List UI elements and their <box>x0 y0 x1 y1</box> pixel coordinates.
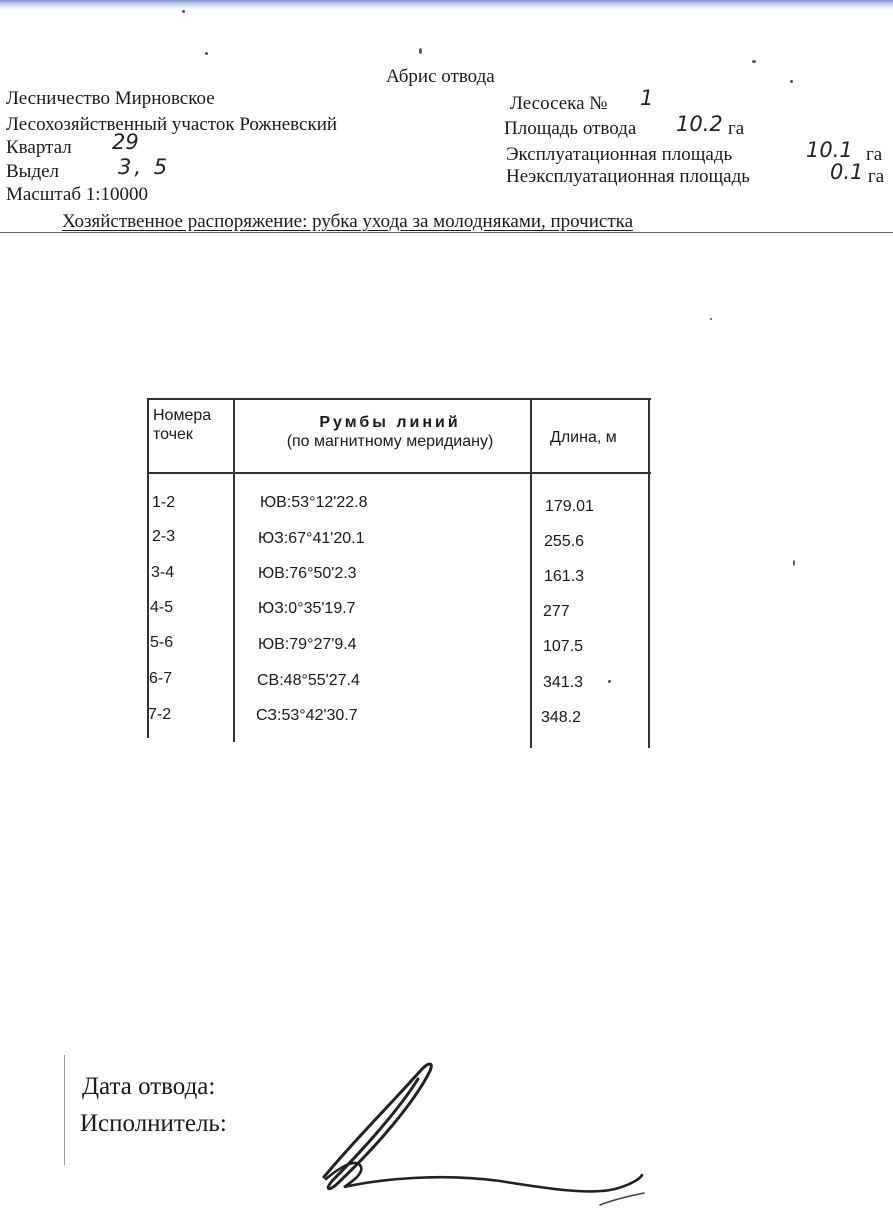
operational-area-unit: га <box>866 144 883 165</box>
nonoperational-area-label: Неэксплуатационная площадь <box>506 166 750 187</box>
row-3-bearing: ЮВ:76°50'2.3 <box>258 565 357 582</box>
table-header-border <box>148 472 651 474</box>
allotment-area-value: 10.2 <box>676 112 723 136</box>
scan-top-edge <box>0 0 893 10</box>
quarter-value: 29 <box>112 130 139 154</box>
operational-area-value: 10.1 <box>806 138 853 162</box>
scan-speck <box>205 52 208 55</box>
row-7-points: 7-2 <box>148 706 172 723</box>
scan-speck <box>182 10 185 13</box>
management-order: Хозяйственное распоряжение: рубка ухода за молодняками, прочистка <box>62 211 634 232</box>
row-3-points: 3-4 <box>151 564 175 581</box>
header-bearing-line2: (по магнитному меридиану) <box>286 433 494 450</box>
scan-speck <box>419 48 422 54</box>
header-points-line2: точек <box>153 426 193 443</box>
header-bearing-line1: Румбы линий <box>319 414 461 431</box>
row-2-points: 2-3 <box>152 528 176 545</box>
header-points <box>153 406 211 444</box>
row-5-length: 107.5 <box>543 638 584 655</box>
row-3-length: 161.3 <box>544 568 585 585</box>
cutting-area-value: 1 <box>640 86 654 110</box>
scan-speck <box>793 560 795 566</box>
table-right-border <box>648 398 650 748</box>
row-7-length: 348.2 <box>541 709 582 726</box>
row-2-length: 255.6 <box>544 533 585 550</box>
scan-speck <box>608 680 611 683</box>
row-4-length: 277 <box>543 603 570 620</box>
forest-section: Лесохозяйственный участок Рожневский <box>6 114 338 135</box>
quarter-label: Квартал <box>6 137 72 158</box>
nonoperational-area-value: 0.1 <box>830 160 864 184</box>
operational-area-label: Эксплуатационная площадь <box>506 144 733 165</box>
row-4-bearing: ЮЗ:0°35'19.7 <box>258 600 356 617</box>
row-6-length: 341.3 <box>543 674 584 691</box>
row-2-bearing: ЮЗ:67°41'20.1 <box>258 530 365 547</box>
cutting-area-label: Лесосека № <box>510 93 608 114</box>
row-6-bearing: СВ:48°55'27.4 <box>257 672 360 689</box>
executor-signature <box>310 1055 650 1220</box>
forestry-name: Лесничество Мирновское <box>6 88 215 109</box>
table-col-divider-1 <box>233 398 235 742</box>
scan-speck <box>790 80 793 83</box>
row-1-points: 1-2 <box>152 494 176 511</box>
row-1-bearing: ЮВ:53°12'22.8 <box>260 494 368 511</box>
header-bearing <box>250 413 530 451</box>
table-col-divider-2 <box>530 398 532 748</box>
document-title: Абрис отвода <box>386 66 495 87</box>
header-length: Длина, м <box>550 429 617 446</box>
row-5-points: 5-6 <box>150 634 174 651</box>
row-7-bearing: СЗ:53°42'30.7 <box>256 707 358 724</box>
nonoperational-area-unit: га <box>868 166 885 187</box>
row-6-points: 6-7 <box>149 670 173 687</box>
footer-margin-line <box>64 1055 65 1165</box>
scale: Масштаб 1:10000 <box>6 184 149 205</box>
row-1-length: 179.01 <box>545 498 594 515</box>
table-top-border <box>148 398 651 400</box>
scan-speck <box>710 318 712 320</box>
allotment-area-unit: га <box>728 118 745 139</box>
allotment-date-label: Дата отвода: <box>82 1073 216 1100</box>
plot-label: Выдел <box>6 161 60 182</box>
row-4-points: 4-5 <box>150 599 174 616</box>
executor-label: Исполнитель: <box>80 1110 227 1137</box>
header-points-line1: Номера <box>153 407 212 424</box>
plot-value: 3, 5 <box>118 155 171 179</box>
allotment-area-label: Площадь отвода <box>504 118 637 139</box>
row-5-bearing: ЮВ:79°27'9.4 <box>258 636 357 653</box>
scan-speck <box>752 60 756 63</box>
header-divider <box>0 232 893 233</box>
